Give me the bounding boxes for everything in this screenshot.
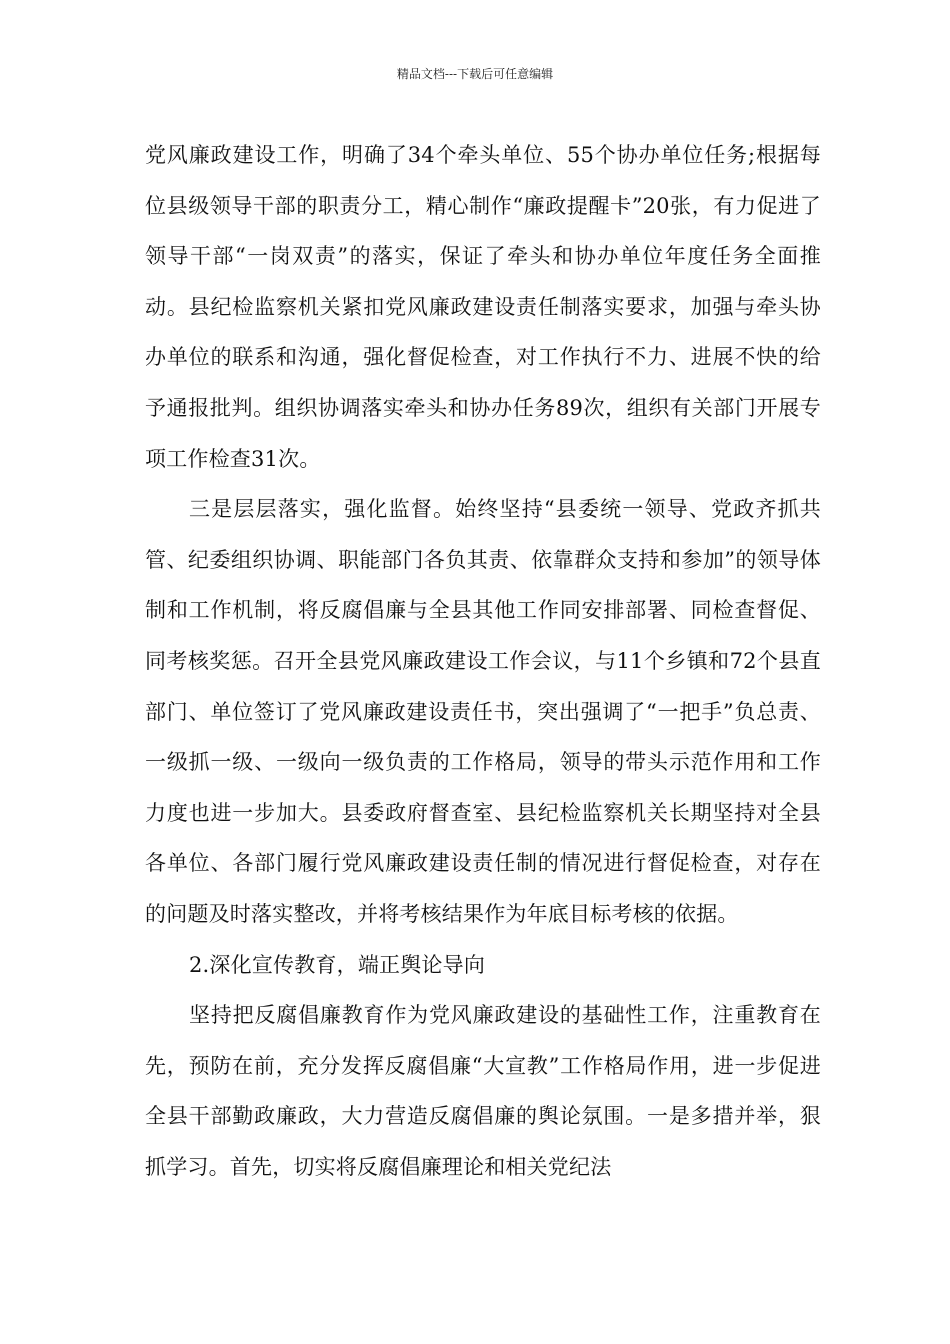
paragraph-continuation: 党风廉政建设工作，明确了34个牵头单位、55个协办单位任务;根据每位县级领导干部的职责分工，精心制作“廉政提醒卡”20张，有力促进了领导干部“一岗双责”的落实，保证了牵头和协办单位年度任务全面推动。县纪检监察机关紧扣党风廉政建设责任制落实要求，加强与牵头协办单位的联系和沟通，强化督促检查，对工作执行不力、进展不快的给予通报批判。组织协调落实牵头和协办任务89次，组织有关部门开展专项工作检查31次。	[145, 143, 821, 471]
section-heading-publicity-education: 2.深化宣传教育，端正舆论导向	[189, 952, 486, 977]
page-header: 精品文档---下载后可任意编辑	[396, 67, 554, 81]
document-body	[145, 130, 821, 1192]
paragraph-layered-supervision: 三是层层落实，强化监督。始终坚持“县委统一领导、党政齐抓共管、纪委组织协调、职能部门各负其责、依靠群众支持和参加”的领导体制和工作机制，将反腐倡廉与全县其他工作同安排部署、同检查督促、同考核奖惩。召开全县党风廉政建设工作会议，与11个乡镇和72个县直部门、单位签订了党风廉政建设责任书，突出强调了“一把手”负总责、一级抓一级、一级向一级负责的工作格局，领导的带头示范作用和工作力度也进一步加大。县委政府督查室、县纪检监察机关长期坚持对全县各单位、各部门履行党风廉政建设责任制的情况进行督促检查，对存在的问题及时落实整改，并将考核结果作为年底目标考核的依据。	[145, 497, 821, 926]
paragraph-anti-corruption-education: 坚持把反腐倡廉教育作为党风廉政建设的基础性工作，注重教育在先，预防在前，充分发挥反腐倡廉“大宣教”工作格局作用，进一步促进全县干部勤政廉政，大力营造反腐倡廉的舆论氛围。一是多措并举，狠抓学习。首先，切实将反腐倡廉理论和相关党纪法	[145, 1003, 821, 1179]
